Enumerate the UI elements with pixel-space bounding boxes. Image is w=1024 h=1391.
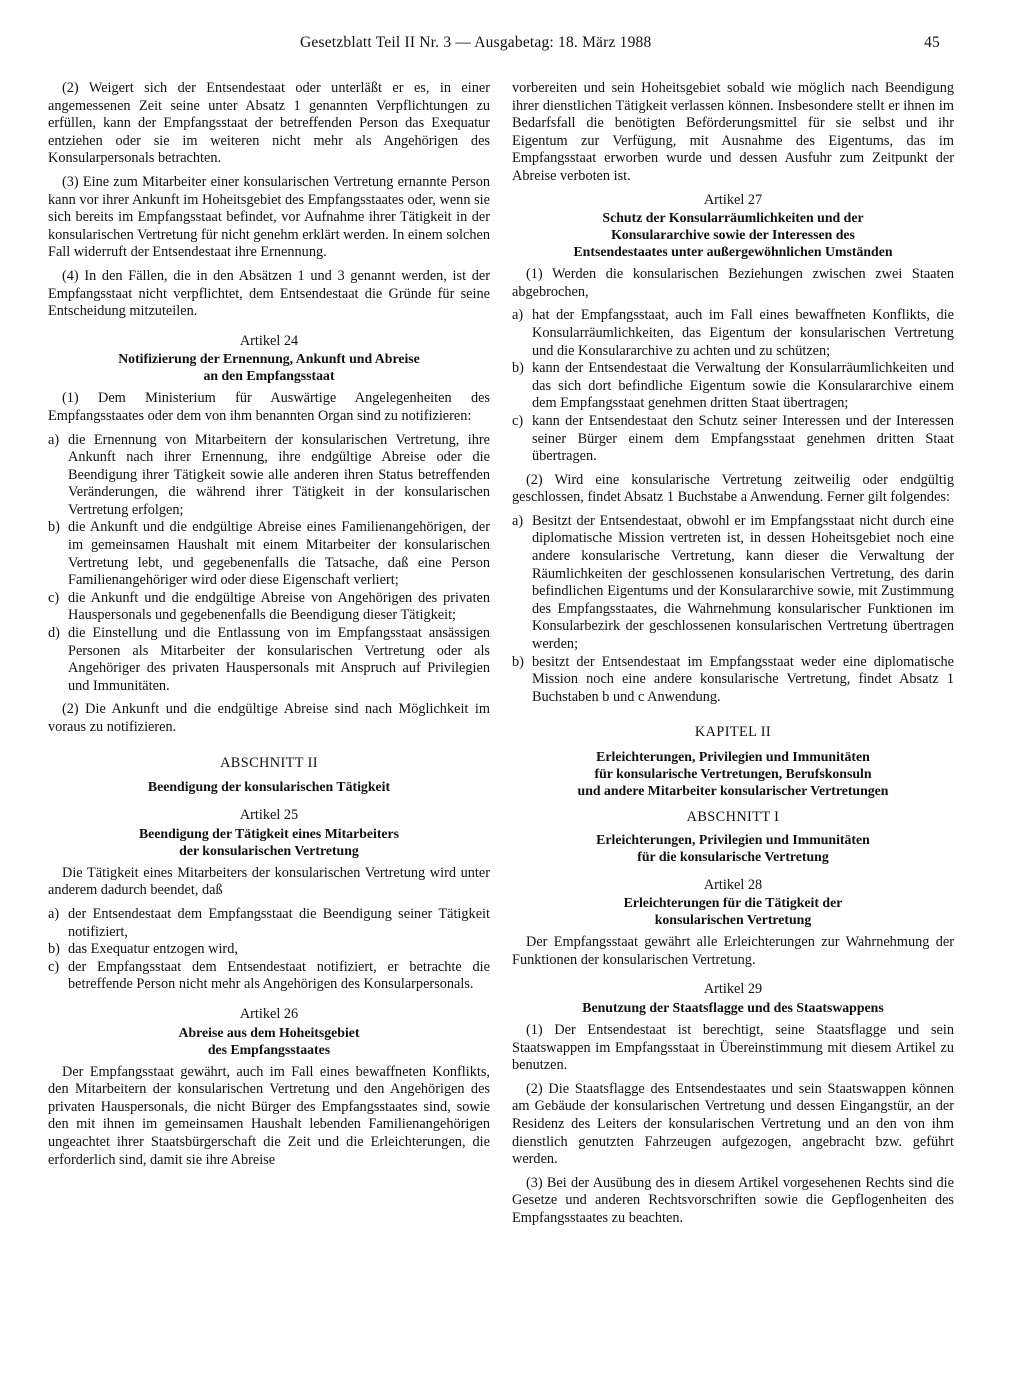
lettered-list: [48, 432, 490, 696]
paragraph: (2) Die Staatsflagge des Entsendestaates und sein Staatswappen können am Gebäude der konsularischen Vertretung und dessen Eingangstür, an der Residenz des Leiters der konsularischen Vertretung und an den von ihm dienstlich genutzten Fahrzeugen aufgezogen, angebracht bzw. geführt werden.: [512, 1080, 954, 1168]
paragraph: (4) In den Fällen, die in den Absätzen 1 und 3 genannt werden, ist der Empfangsstaat nicht verpflichtet, dem Entsendestaat die Gründe für seine Entscheidung mitzuteilen.: [48, 267, 490, 320]
lettered-list: [48, 906, 490, 994]
paragraph: Der Empfangsstaat gewährt alle Erleichterungen zur Wahrnehmung der Funktionen der konsularischen Vertretung.: [512, 934, 954, 968]
section-title: Erleichterungen, Privilegien und Immunitäten für die konsularische Vertretung: [596, 831, 870, 864]
list-item: b) besitzt der Entsendestaat im Empfangsstaat weder eine diplomatische Mission noch eine andere konsularische Vertretung, findet Absatz 1 Buchstaben b und c Anwendung.: [512, 653, 954, 705]
paragraph: vorbereiten und sein Hoheitsgebiet sobald wie möglich nach Beendigung ihrer dienstlichen Tätigkeit verlassen können. Insbesondere stellt er ihnen im Bedarfsfall die benötigten Beförderungsmittel für sie selbst und ihr Eigentum zur Verfügung, mit Ausnahme des Eigentums, das im Empfangsstaat erworben wurde und dessen Ausfuhr zum Zeitpunkt der Abreise verboten ist.: [512, 80, 954, 184]
article-title: Schutz der Konsularräumlichkeiten und der Konsulararchive sowie der Interessen des Entsendestaates unter außergewöhnlichen Umständen: [573, 210, 893, 260]
article-number: Artikel 25: [239, 807, 299, 824]
list-item: b) kann der Entsendestaat die Verwaltung der Konsularräumlichkeiten und das sich dort befindliche Eigentum sowie die Konsulararchive einem dem Empfangsstaat genehmen dritten Staat übertragen;: [512, 360, 954, 412]
chapter-heading: KAPITEL II: [694, 724, 772, 741]
article-number: Artikel 26: [239, 1005, 299, 1022]
list-item: b) die Ankunft und die endgültige Abreise eines Familienangehörigen, der im gemeinsamen Haushalt mit einem Mitarbeiter der konsularischen Vertretung lebt, und gegebenenfalls die Tatsache, daß eine Person Familienangehöriger wird oder diese Eigenschaft verliert;: [48, 519, 490, 589]
page-number: 45: [924, 34, 940, 51]
paragraph: (1) Dem Ministerium für Auswärtige Angelegenheiten des Empfangsstaates oder dem von ihm benannten Organ sind zu notifizieren:: [48, 390, 490, 424]
list-item: c) die Ankunft und die endgültige Abreise von Angehörigen des privaten Hauspersonals und gegebenenfalls die Beendigung dieser Tätigkeit;: [48, 589, 490, 624]
paragraph: Die Tätigkeit eines Mitarbeiters der konsularischen Vertretung wird unter anderem dadurch beendet, daß: [48, 864, 490, 899]
list-item: c) der Empfangsstaat dem Entsendestaat notifiziert, er betrachte die betreffende Person nicht mehr als Angehörigen des Konsularpersonals.: [48, 958, 490, 993]
list-item: b) das Exequatur entzogen wird,: [48, 941, 238, 958]
paragraph: (2) Weigert sich der Entsendestaat oder unterläßt er es, in einer angemessenen Zeit seine unter Absatz 1 genannten Verpflichtungen zu erfüllen, kann der Empfangsstaat der betreffenden Person das Exequatur entziehen oder sie im weiteren nicht mehr als Angehörigen des Konsularpersonals betrachten.: [48, 80, 490, 167]
header-title: Gesetzblatt Teil II Nr. 3 — Ausgabetag: 18. März 1988: [300, 34, 652, 51]
list-item: a) der Entsendestaat dem Empfangsstaat die Beendigung seiner Tätigkeit notifiziert,: [48, 905, 490, 940]
lettered-list: [512, 513, 954, 707]
article-title: Beendigung der Tätigkeit eines Mitarbeiters der konsularischen Vertretung: [138, 825, 400, 858]
paragraph: (1) Werden die konsularischen Beziehungen zwischen zwei Staaten abgebrochen,: [512, 266, 954, 300]
article-number: Artikel 24: [239, 332, 299, 349]
paragraph: (3) Bei der Ausübung des in diesem Artikel vorgesehenen Rechts sind die Gesetze und anderen Rechtsvorschriften sowie die Gepflogenheiten des Empfangsstaates zu beachten.: [512, 1174, 954, 1226]
paragraph: (2) Wird eine konsularische Vertretung zeitweilig oder endgültig geschlossen, findet Absatz 1 Buchstabe a Anwendung. Ferner gilt folgendes:: [512, 471, 954, 506]
article-title: Abreise aus dem Hoheitsgebiet des Empfangsstaates: [178, 1024, 360, 1057]
paragraph: (1) Der Entsendestaat ist berechtigt, seine Staatsflagge und sein Staatswappen im Empfangsstaat in Übereinstimmung mit diesem Artikel zu benutzen.: [512, 1021, 954, 1074]
left-column: [48, 80, 490, 1175]
section-heading: ABSCHNITT I: [686, 809, 780, 825]
list-item: a) die Ernennung von Mitarbeitern der konsularischen Vertretung, ihre Ankunft nach ihrer Ernennung, ihre endgültige Abreise oder die Beendigung ihrer Tätigkeit sowie alle anderen ihren Status betreffenden Veränderungen, die während ihrer Tätigkeit in der konsularischen Vertretung erfolgen;: [48, 431, 490, 518]
list-item: a) Besitzt der Entsendestaat, obwohl er im Empfangsstaat nicht durch eine diplomatische Mission vertreten ist, in dessen Hoheitsgebiet noch eine andere konsularische Vertretung, kann dieser die Verwaltung der Räumlichkeiten der geschlossenen konsularischen Vertretung, des darin befindlichen Eigentums und der Konsulararchive sowie, mit Zustimmung des Empfangsstaates, die Wahrnehmung konsularischer Funktionen im Konsularbezirk der geschlossenen konsularischen Vertretung übertragen werden;: [512, 512, 954, 653]
paragraph: Der Empfangsstaat gewährt, auch im Fall eines bewaffneten Konflikts, den Mitarbeitern der konsularischen Vertretung und den Angehörigen des privaten Hauspersonals, die nicht Bürger des Empfangsstaates sind, sowie den mit ihnen im gemeinsamen Haushalt lebenden Familienangehörigen ungeachtet ihrer Staatsbürgerschaft die Zeit und die Erleichterungen, die erforderlich sind, damit sie ihre Abreise: [48, 1063, 490, 1168]
list-item: c) kann der Entsendestaat den Schutz seiner Interessen und der Interessen seiner Bürger einem dem Empfangsstaat genehmen dritten Staat übertragen.: [512, 412, 954, 465]
paragraph: (2) Die Ankunft und die endgültige Abreise sind nach Möglichkeit im voraus zu notifizieren.: [48, 701, 490, 735]
article-number: Artikel 28: [703, 876, 763, 893]
section-heading: ABSCHNITT II: [220, 754, 318, 771]
list-item: a) hat der Empfangsstaat, auch im Fall eines bewaffneten Konflikts, die Konsularräumlichkeiten, das Eigentum der konsularischen Vertretung und die Konsulararchive zu achten und zu schützen;: [512, 307, 954, 359]
article-title: Erleichterungen für die Tätigkeit der konsularischen Vertretung: [623, 895, 843, 928]
chapter-title: Erleichterungen, Privilegien und Immunitäten für konsularische Vertretungen, Berufskonsuln und andere Mitarbeiter konsularischer Vertretungen: [577, 749, 889, 798]
article-number: Artikel 27: [703, 191, 763, 208]
article-number: Artikel 29: [703, 981, 763, 998]
article-title: Notifizierung der Ernennung, Ankunft und Abreise an den Empfangsstaat: [118, 351, 420, 384]
article-title: Benutzung der Staatsflagge und des Staatswappens: [582, 999, 884, 1015]
lettered-list: [512, 307, 954, 465]
right-column: [512, 80, 954, 1234]
section-title: Beendigung der konsularischen Tätigkeit: [147, 779, 391, 795]
paragraph: (3) Eine zum Mitarbeiter einer konsularischen Vertretung ernannte Person kann vor ihrer Ankunft im Hoheitsgebiet des Empfangsstaates oder, wenn sie sich bereits im Empfangsstaat befindet, vor Aufnahme ihrer Tätigkeit in der konsularischen Vertretung für nicht genehm erklärt werden. In einem solchen Fall widerruft der Entsendestaat ihre Ernennung.: [48, 173, 490, 261]
list-item: d) die Einstellung und die Entlassung von im Empfangsstaat ansässigen Personen als Mitarbeiter der konsularischen Vertretung oder als Angehöriger des privaten Hauspersonals mit Anspruch auf Privilegien und Immunitäten.: [48, 625, 490, 694]
